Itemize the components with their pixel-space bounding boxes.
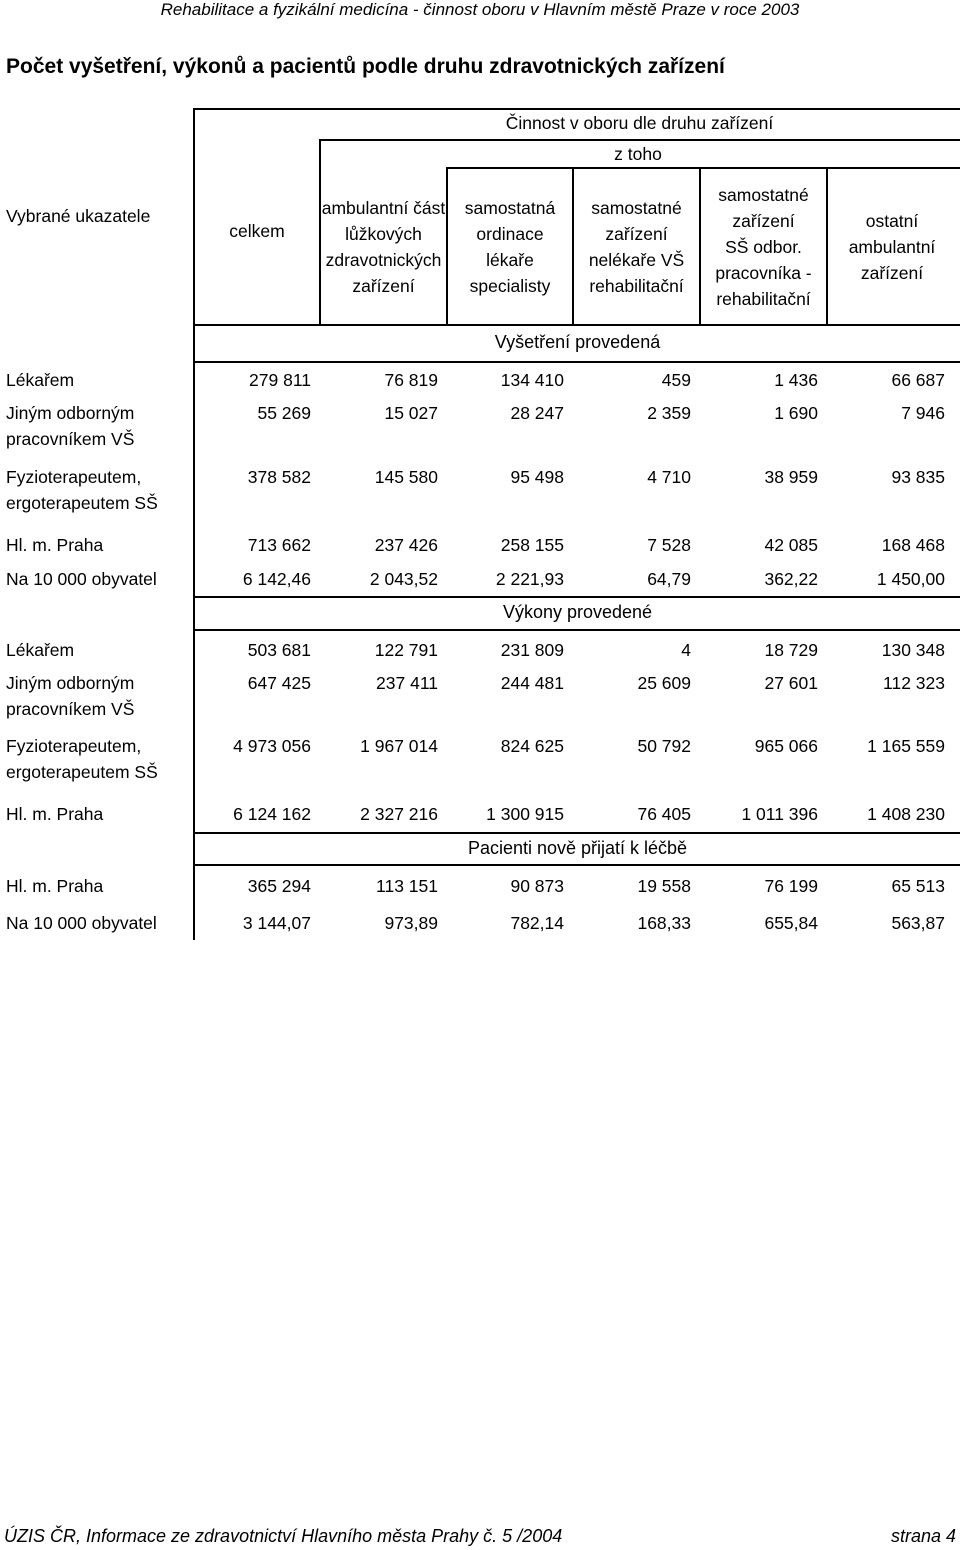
table-cell: 2 327 216 <box>360 804 438 824</box>
column-header-ambulantni-cast: ambulantní část lůžkových zdravotnických zařízení <box>321 198 446 296</box>
table-cell: 258 155 <box>500 535 564 555</box>
table-cell: 4 710 <box>647 467 691 487</box>
table-cell: 2 359 <box>647 403 691 423</box>
table-cell: 237 426 <box>374 535 438 555</box>
table-cell: 113 151 <box>376 876 438 896</box>
row-label: Hl. m. Praha <box>6 876 104 896</box>
page-header: Rehabilitace a fyzikální medicína - činnost oboru v Hlavním městě Praze v roce 2003 <box>160 0 800 19</box>
grid-line-sec1-bottom <box>193 361 960 363</box>
table-cell: 130 348 <box>881 640 945 660</box>
row-label: Jiným odborným pracovníkem VŠ <box>6 673 135 719</box>
table-cell: 18 729 <box>764 640 818 660</box>
grid-line-sec2-top <box>193 596 960 598</box>
footer-source: ÚZIS ČR, Informace ze zdravotnictví Hlavního města Prahy č. 5 /2004 <box>4 1526 563 1546</box>
grid-line-sec2-bottom <box>193 629 960 631</box>
table-cell: 65 513 <box>891 876 945 896</box>
table-cell: 973,89 <box>384 913 438 933</box>
table-cell: 1 967 014 <box>360 736 438 756</box>
table-cell: 1 300 915 <box>486 804 564 824</box>
row-label: Fyzioterapeutem, ergoterapeutem SŠ <box>6 467 158 513</box>
table-cell: 76 199 <box>764 876 818 896</box>
table-cell: 965 066 <box>754 736 818 756</box>
table-cell: 19 558 <box>637 876 691 896</box>
table-cell: 7 528 <box>647 535 691 555</box>
table-cell: 15 027 <box>384 403 438 423</box>
table-cell: 2 043,52 <box>369 569 438 589</box>
section-title-vykony: Výkony provedené <box>502 602 653 622</box>
indicator-header: Vybrané ukazatele <box>6 206 151 226</box>
row-label: Na 10 000 obyvatel <box>6 569 157 589</box>
page-title: Počet vyšetření, výkonů a pacientů podle druhu zdravotnických zařízení <box>6 55 725 78</box>
column-header-ss-odbor-pracovnika: samostatné zařízení SŠ odbor. pracovníka - rehabilitační <box>715 185 812 309</box>
table-cell: 76 405 <box>637 804 691 824</box>
row-label: Fyzioterapeutem, ergoterapeutem SŠ <box>6 736 158 782</box>
table-cell: 824 625 <box>500 736 564 756</box>
table-cell: 76 819 <box>384 370 438 390</box>
table-cell: 66 687 <box>891 370 945 390</box>
row-label: Hl. m. Praha <box>6 804 104 824</box>
table-cell: 122 791 <box>374 640 438 660</box>
table-cell: 1 450,00 <box>876 569 945 589</box>
table-cell: 50 792 <box>637 736 691 756</box>
table-cell: 55 269 <box>257 403 311 423</box>
row-label: Hl. m. Praha <box>6 535 104 555</box>
table-cell: 378 582 <box>247 467 311 487</box>
table-cell: 42 085 <box>764 535 818 555</box>
table-cell: 365 294 <box>247 876 311 896</box>
table-cell: 27 601 <box>764 673 818 693</box>
table-cell: 145 580 <box>374 467 438 487</box>
row-label: Lékařem <box>6 370 75 390</box>
group-header: Činnost v oboru dle druhu zařízení <box>505 113 774 133</box>
table-cell: 279 811 <box>249 370 311 390</box>
row-label: Na 10 000 obyvatel <box>6 913 157 933</box>
table-cell: 503 681 <box>247 640 311 660</box>
table-cell: 28 247 <box>510 403 564 423</box>
column-header-ostatni-ambulantni: ostatní ambulantní zařízení <box>848 211 936 283</box>
table-cell: 1 011 396 <box>741 804 818 824</box>
table-cell: 782,14 <box>510 913 564 933</box>
grid-line-header-bottom <box>193 324 960 326</box>
grid-line-sec3-bottom <box>193 864 960 866</box>
table-cell: 3 144,07 <box>242 913 311 933</box>
column-header-samostatna-ordinace: samostatná ordinace lékaře specialisty <box>464 198 556 296</box>
table-cell: 237 411 <box>376 673 438 693</box>
table-cell: 655,84 <box>764 913 818 933</box>
row-label: Jiným odborným pracovníkem VŠ <box>6 403 135 449</box>
table-cell: 4 973 056 <box>233 736 311 756</box>
table-cell: 168 468 <box>881 535 945 555</box>
table-cell: 168,33 <box>637 913 691 933</box>
section-title-vysetreni: Vyšetření provedená <box>494 332 661 352</box>
table-cell: 64,79 <box>647 569 691 589</box>
table-cell: 7 946 <box>901 403 945 423</box>
table-cell: 38 959 <box>764 467 818 487</box>
grid-line-sec3-top <box>193 832 960 834</box>
table-cell: 362,22 <box>764 569 818 589</box>
table-cell: 2 221,93 <box>495 569 564 589</box>
table-cell: 244 481 <box>500 673 564 693</box>
table-cell: 93 835 <box>891 467 945 487</box>
row-label: Lékařem <box>6 640 75 660</box>
table-cell: 6 124 162 <box>233 804 311 824</box>
table-cell: 4 <box>681 640 691 660</box>
footer-page-number: strana 4 <box>890 1526 956 1546</box>
sub-header-z-toho: z toho <box>614 144 662 164</box>
table-cell: 459 <box>661 370 691 390</box>
table-cell: 1 436 <box>774 370 818 390</box>
table-cell: 25 609 <box>637 673 691 693</box>
table-cell: 95 498 <box>510 467 564 487</box>
table-cell: 112 323 <box>883 673 945 693</box>
section-title-pacienti: Pacienti nově přijatí k léčbě <box>467 838 688 858</box>
table-cell: 647 425 <box>247 673 311 693</box>
table-cell: 1 165 559 <box>867 736 945 756</box>
table-cell: 134 410 <box>500 370 564 390</box>
table-cell: 231 809 <box>500 640 564 660</box>
table-cell: 6 142,46 <box>242 569 311 589</box>
column-header-celkem: celkem <box>229 221 285 241</box>
grid-line-ztoho-bottom <box>446 167 960 169</box>
table-cell: 1 408 230 <box>867 804 945 824</box>
table-cell: 563,87 <box>891 913 945 933</box>
table-cell: 90 873 <box>510 876 564 896</box>
column-header-nelekare-vs: samostatné zařízení nelékaře VŠ rehabilitační <box>588 198 685 296</box>
table-cell: 1 690 <box>774 403 818 423</box>
table-cell: 713 662 <box>247 535 311 555</box>
